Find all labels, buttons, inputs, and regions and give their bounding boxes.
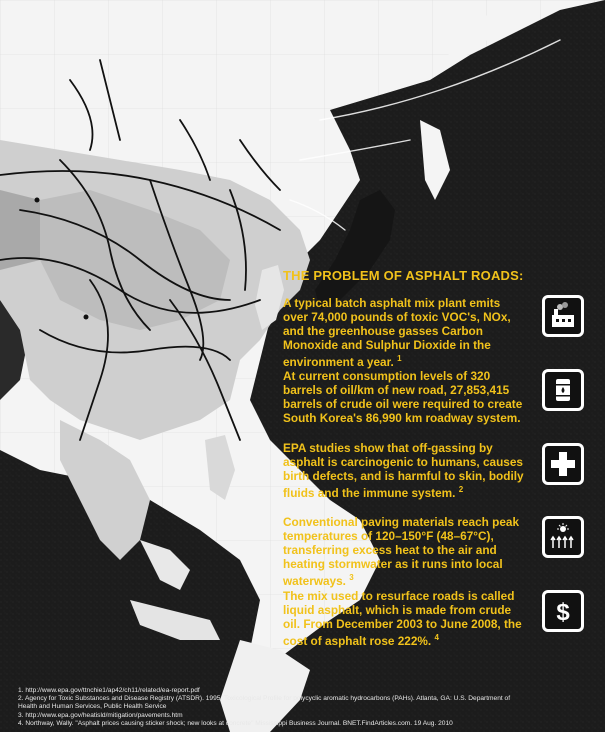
fact-emissions-ref: 1 [397, 354, 402, 363]
fact-cost [283, 589, 525, 648]
footnotes [18, 687, 598, 728]
fact-cost-ref: 4 [434, 633, 439, 642]
svg-text:$: $ [556, 599, 570, 626]
fact-oil-consumption [283, 369, 525, 425]
fact-emissions-text: A typical batch asphalt mix plant emits over 74,000 pounds of toxic VOC's, NOx, and the greenhouse gasses Carbon Monoxide and Sulphur Dioxide in the environment a year. [283, 296, 511, 369]
fact-oil-consumption-text: At current consumption levels of 320 barrels of oil/km of new road, 27,853,415 barrels of crude oil were required to create South Korea's 86,990 km roadway system. [283, 369, 523, 425]
infographic-title: THE PROBLEM OF ASPHALT ROADS: [283, 268, 524, 283]
footnote-2: 2. Agency for Toxic Substances and Disease Registry (ATSDR). 1995. Toxicological Profile for polycyclic aromatic hydrocarbons (PAHs). Atlanta, GA: U.S. Department of [18, 695, 511, 703]
footnote-2-cont: Health and Human Services, Public Health Service [18, 703, 167, 711]
factory-icon [542, 295, 584, 337]
fact-emissions [283, 296, 525, 369]
fact-heat [283, 515, 525, 588]
dollar-icon [542, 590, 584, 632]
oil-barrel-icon [542, 369, 584, 411]
heat-icon [542, 516, 584, 558]
medical-cross-icon [542, 443, 584, 485]
fact-cost-text: The mix used to resurface roads is called liquid asphalt, which is made from crude oil. From December 2003 to June 2008, the cost of asphalt rose 222%. [283, 589, 522, 648]
footnote-1: 1. http://www.epa.gov/ttnchie1/ap42/ch11/related/ea-report.pdf [18, 687, 200, 694]
footnote-4: 4. Northway, Wally. "Asphalt prices causing sticker shock; new looks at concrete" Mississippi Business Journal. BNET.FindArticles.com. 19 Aug. 2010 [18, 719, 453, 727]
fact-heat-ref: 3 [349, 573, 354, 582]
fact-heat-text: Conventional paving materials reach peak temperatures of 120–150°F (48–67°C), transferring excess heat to the air and heating stormwater as it runs into local waterways. [283, 515, 520, 588]
fact-health [283, 441, 525, 500]
fact-health-ref: 2 [458, 485, 464, 494]
footnote-3: 3. http://www.epa.gov/heatisld/mitigation/pavements.htm [18, 711, 183, 719]
fact-health-text: EPA studies show that off-gassing by asphalt is carcinogenic to humans, causes birth defects, and is harmful to skin, bodily fluids and the immune system. [283, 441, 524, 500]
